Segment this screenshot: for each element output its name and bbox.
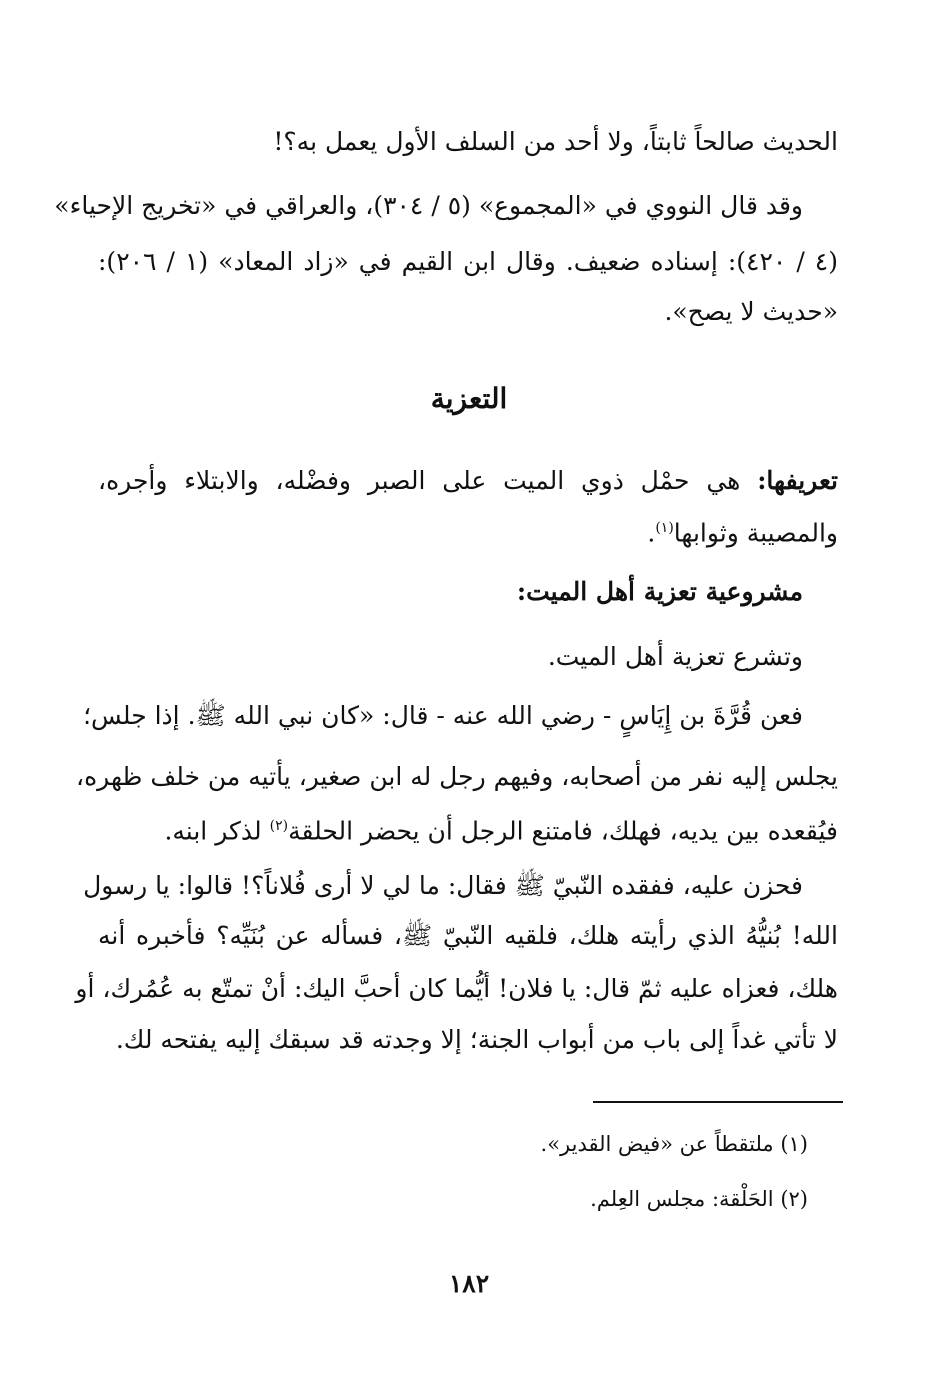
body-line: وتشرع تعزية أهل الميت.	[547, 642, 803, 671]
body-text: فيُقعده بين يديه، فهلك، فامتنع الرجل أن يحضر الحلقة	[288, 816, 838, 846]
footnote-marker: (١)	[655, 520, 674, 536]
definition-line	[98, 461, 838, 501]
body-line: «حديث لا يصح».	[664, 297, 838, 326]
body-line: لا تأتي غداً إلى باب من أبواب الجنة؛ إلا وجدته قد سبقك إليه يفتحه لك.	[115, 1025, 838, 1054]
body-line: فعن قُرَّةَ بن إِيَاسٍ - رضي الله عنه - قال: «كان نبي الله ﷺ. إذا جلس؛	[83, 701, 803, 730]
subheading: مشروعية تعزية أهل الميت:	[516, 577, 803, 606]
footnote: (٢) الحَلْقة: مجلس العِلم.	[590, 1187, 808, 1211]
body-line: (٤ / ٤٢٠): إسناده ضعيف. وقال ابن القيم في «زاد المعاد» (١ / ٢٠٦):	[98, 247, 838, 276]
footnote-marker: (٢)	[269, 818, 289, 834]
body-line	[98, 806, 838, 851]
definition-text: والمصيبة وثوابها	[673, 518, 838, 548]
body-line: يجلس إليه نفر من أصحابه، وفيهم رجل له ابن صغير، يأتيه من خلف ظهره،	[76, 762, 838, 791]
body-line: وقد قال النووي في «المجموع» (٥ / ٣٠٤)، والعراقي في «تخريج الإحياء»	[54, 191, 803, 220]
definition-line	[98, 508, 838, 553]
body-text: لذكر ابنه.	[164, 816, 270, 846]
body-line: هلك، فعزاه عليه ثمّ قال: يا فلان! أيُّما كان أحبَّ اليك: أنْ تمتّع به عُمُرك، أو	[75, 974, 838, 1003]
footnote: (١) ملتقطاً عن «فيض القدير».	[540, 1132, 808, 1156]
body-line: فحزن عليه، ففقده النّبيّ ﷺ فقال: ما لي لا أرى فُلاناً؟! قالوا: يا رسول	[83, 871, 803, 900]
body-line: الحديث صالحاً ثابتاً، ولا أحد من السلف الأول يعمل به؟!	[273, 127, 838, 156]
section-title: التعزية	[430, 382, 508, 415]
definition-text: .	[647, 518, 656, 548]
definition-lead: تعريفها:	[757, 466, 838, 495]
page-number: ١٨٢	[448, 1269, 490, 1298]
definition-text: هي حمْل ذوي الميت على الصبر وفضْله، والابتلاء وأجره،	[98, 466, 758, 495]
footnote-separator	[593, 1101, 843, 1103]
body-line: الله! بُنيُّهُ الذي رأيته هلك، فلقيه النّبيّ ﷺ، فسأله عن بُنَيِّه؟ فأخبره أنه	[98, 921, 838, 950]
